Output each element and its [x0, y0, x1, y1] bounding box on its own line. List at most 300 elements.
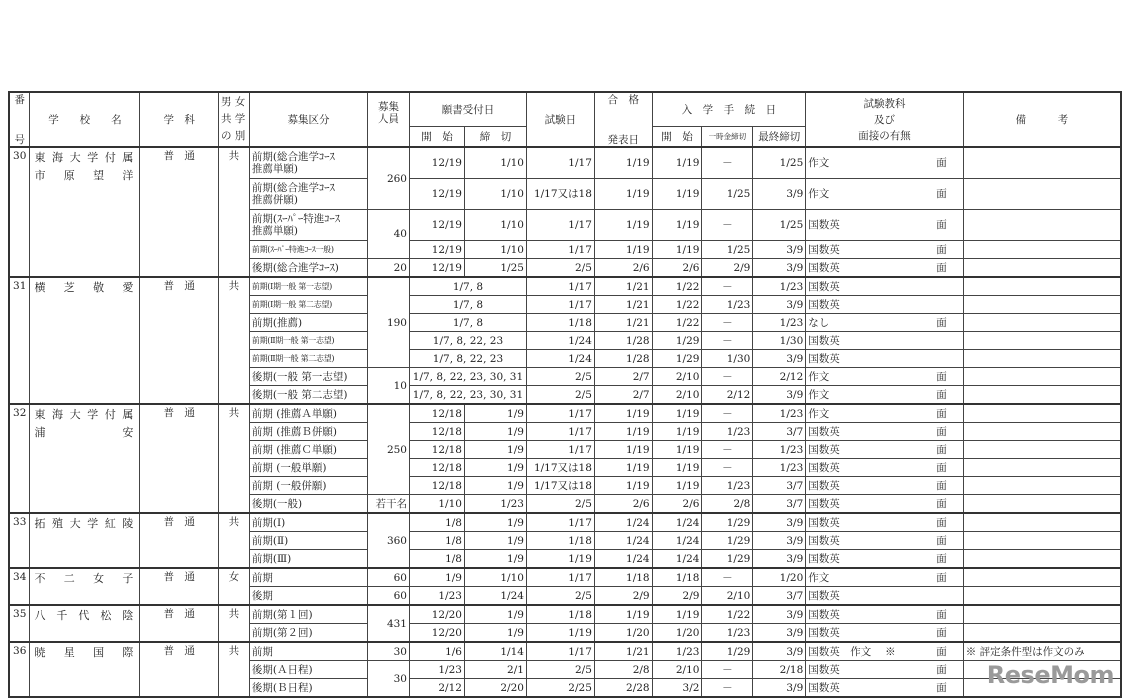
subjects [806, 532, 964, 550]
procedure-final-deadline: 3/7 [753, 587, 806, 606]
header-department: 学 科 [140, 92, 219, 147]
subjects [806, 642, 964, 661]
procedure-start: 1/19 [652, 210, 702, 241]
category: 前期 (推薦Ｃ単願) [249, 441, 367, 459]
header-proc-temp: 一時金締切 [702, 127, 753, 148]
application-start: 12/18 [409, 423, 464, 441]
category: 後期(一般) [249, 495, 367, 514]
subjects [806, 314, 964, 332]
subjects-text: 国数英 [808, 663, 840, 676]
procedure-final-deadline: 3/9 [753, 605, 806, 624]
subjects [806, 332, 964, 350]
subjects-text: 国数英 [808, 219, 840, 231]
school-number: 30 [9, 147, 30, 277]
school-number: 36 [9, 642, 30, 697]
subjects [806, 477, 964, 495]
capacity: 190 [368, 277, 410, 368]
capacity: 若干名 [368, 495, 410, 514]
exam-date: 2/5 [526, 661, 594, 679]
header-application: 願書受付日 [409, 92, 526, 127]
procedure-temp-deadline: 2/8 [702, 495, 753, 514]
category: 前期 (推薦Ａ単願) [249, 404, 367, 423]
procedure-final-deadline: 3/7 [753, 423, 806, 441]
procedure-start: 1/24 [652, 532, 702, 550]
result-date: 2/9 [594, 587, 652, 606]
application-start: 12/18 [409, 441, 464, 459]
table-row [9, 147, 1121, 179]
category: 前期(Ⅰ) [249, 513, 367, 532]
application-end: 1/9 [464, 441, 526, 459]
department: 普 通 [140, 404, 219, 513]
subjects-text: 国数英 [808, 589, 840, 602]
procedure-temp-deadline: 1/25 [702, 241, 753, 259]
result-date: 1/24 [594, 532, 652, 550]
exam-date: 2/5 [526, 587, 594, 606]
subjects-text: 作文 [808, 157, 830, 169]
procedure-start: 1/22 [652, 314, 702, 332]
subjects-wrap [808, 371, 961, 383]
procedure-temp-deadline: － [702, 568, 753, 587]
procedure-final-deadline: 3/9 [753, 296, 806, 314]
interview-mark: 面 [936, 370, 947, 383]
subjects-text: なし [808, 316, 830, 329]
result-date: 2/8 [594, 661, 652, 679]
category: 後期(一般 第二志望) [249, 386, 367, 405]
category: 後期(一般 第一志望) [249, 368, 367, 386]
application-end: 1/10 [464, 210, 526, 241]
interview-mark: 面 [936, 461, 947, 474]
remarks [963, 179, 1121, 210]
procedure-start: 1/23 [652, 642, 702, 661]
result-date: 1/24 [594, 513, 652, 532]
category: 後期(Ａ日程) [249, 661, 367, 679]
subjects [806, 241, 964, 259]
resemom-watermark-logo: ReseMom [986, 661, 1114, 689]
procedure-start: 1/19 [652, 441, 702, 459]
procedure-final-deadline: 3/9 [753, 179, 806, 210]
subjects-wrap [808, 517, 961, 529]
subjects-text: 国数英 [808, 298, 840, 311]
application-period: 1/7, 8, 22, 23, 30, 31 [409, 368, 526, 386]
school-name-line: 東海大学付属 [34, 151, 134, 164]
procedure-start: 1/19 [652, 459, 702, 477]
subjects-wrap [808, 646, 961, 658]
exam-date: 1/17 [526, 210, 594, 241]
procedure-temp-deadline: 1/22 [702, 605, 753, 624]
interview-mark: 面 [936, 645, 947, 658]
subjects-wrap [808, 498, 961, 510]
category: 前期(第１回) [249, 605, 367, 624]
subjects-wrap [808, 335, 961, 347]
subjects-text: 国数英 [808, 681, 840, 694]
capacity: 431 [368, 605, 410, 642]
procedure-final-deadline: 3/9 [753, 624, 806, 643]
interview-mark: 面 [936, 571, 947, 584]
application-end: 1/14 [464, 642, 526, 661]
subjects [806, 587, 964, 606]
capacity: 250 [368, 404, 410, 495]
capacity: 30 [368, 661, 410, 698]
application-end: 1/10 [464, 241, 526, 259]
subjects [806, 550, 964, 569]
remarks [963, 459, 1121, 477]
procedure-temp-deadline: 1/25 [702, 179, 753, 210]
interview-mark: 面 [936, 243, 947, 256]
procedure-start: 1/24 [652, 550, 702, 569]
subjects-wrap [808, 572, 961, 584]
category: 前期 (一般併願) [249, 477, 367, 495]
subjects [806, 568, 964, 587]
school-name [30, 568, 140, 605]
application-start: 12/19 [409, 210, 464, 241]
interview-mark: 面 [936, 608, 947, 621]
exam-date: 1/17 [526, 423, 594, 441]
result-date: 2/6 [594, 495, 652, 514]
remarks [963, 368, 1121, 386]
school-name-line: 横 芝 敬 愛 [34, 281, 134, 294]
result-date: 1/21 [594, 642, 652, 661]
table-row [9, 642, 1121, 661]
application-start: 1/23 [409, 587, 464, 606]
procedure-temp-deadline: － [702, 661, 753, 679]
procedure-final-deadline: 3/9 [753, 642, 806, 661]
school-name-line: 拓殖大学紅陵 [34, 517, 134, 530]
department: 普 通 [140, 642, 219, 697]
interview-mark: 面 [936, 219, 947, 231]
procedure-temp-deadline: 1/23 [702, 423, 753, 441]
capacity: 30 [368, 642, 410, 661]
capacity: 10 [368, 368, 410, 405]
subjects [806, 459, 964, 477]
result-date: 1/21 [594, 314, 652, 332]
procedure-temp-deadline: 1/29 [702, 532, 753, 550]
subjects-wrap [808, 408, 961, 420]
exam-date: 2/5 [526, 386, 594, 405]
gender-type: 共 [218, 147, 249, 277]
procedure-final-deadline: 2/18 [753, 661, 806, 679]
procedure-temp-deadline: 2/9 [702, 259, 753, 278]
result-date: 1/19 [594, 605, 652, 624]
exam-date: 1/17又は18 [526, 179, 594, 210]
procedure-start: 1/24 [652, 513, 702, 532]
subjects [806, 441, 964, 459]
exam-date: 1/24 [526, 350, 594, 368]
subjects-text: 国数英 [808, 334, 840, 347]
procedure-temp-deadline: 1/23 [702, 624, 753, 643]
subjects [806, 147, 964, 179]
procedure-temp-deadline: 1/23 [702, 477, 753, 495]
header-proc-start: 開 始 [652, 127, 702, 148]
header-app-end: 締 切 [464, 127, 526, 148]
remarks [963, 495, 1121, 514]
procedure-start: 2/6 [652, 259, 702, 278]
remarks [963, 550, 1121, 569]
subjects-wrap [808, 188, 961, 200]
exam-date: 1/17 [526, 513, 594, 532]
remarks [963, 624, 1121, 643]
procedure-start: 2/10 [652, 368, 702, 386]
procedure-final-deadline: 3/9 [753, 386, 806, 405]
subjects [806, 296, 964, 314]
application-end: 1/24 [464, 587, 526, 606]
category: 前期(ｽｰﾊﾟｰ特進ｺｰｽ 推薦単願) [249, 210, 367, 241]
application-start: 1/8 [409, 513, 464, 532]
exam-date: 1/17 [526, 404, 594, 423]
header-app-start: 開 始 [409, 127, 464, 148]
procedure-final-deadline: 1/23 [753, 441, 806, 459]
subjects-text: 国数英 [808, 516, 840, 529]
subjects-wrap [808, 553, 961, 565]
exam-date: 2/5 [526, 259, 594, 278]
application-start: 12/19 [409, 147, 464, 179]
remarks [963, 296, 1121, 314]
subjects-wrap [808, 426, 961, 438]
procedure-start: 1/29 [652, 332, 702, 350]
application-start: 12/19 [409, 179, 464, 210]
subjects-text: 国数英 [808, 443, 840, 456]
subjects [806, 350, 964, 368]
header-result-top: 合 格 [607, 93, 639, 106]
result-date: 2/6 [594, 259, 652, 278]
application-end: 1/9 [464, 532, 526, 550]
header-gender [218, 92, 249, 147]
procedure-start: 1/29 [652, 350, 702, 368]
remarks [963, 241, 1121, 259]
application-period: 1/7, 8 [409, 277, 526, 296]
application-start: 12/20 [409, 624, 464, 643]
procedure-final-deadline: 3/9 [753, 350, 806, 368]
procedure-final-deadline: 3/9 [753, 259, 806, 278]
category: 前期(Ⅰ期一般 第二志望) [249, 296, 367, 314]
school-name-line: 不 二 女 子 [34, 572, 134, 585]
procedure-final-deadline: 3/9 [753, 513, 806, 532]
procedure-final-deadline: 3/9 [753, 532, 806, 550]
application-start: 12/18 [409, 477, 464, 495]
subjects [806, 679, 964, 698]
school-number: 34 [9, 568, 30, 605]
result-date: 1/28 [594, 332, 652, 350]
application-start: 1/9 [409, 568, 464, 587]
category: 後期(Ｂ日程) [249, 679, 367, 698]
department: 普 通 [140, 147, 219, 277]
subjects-text: 国数英 [808, 552, 840, 565]
subjects-text: 国数英 [808, 352, 840, 365]
interview-mark: 面 [936, 626, 947, 639]
interview-mark: 面 [936, 388, 947, 401]
remarks [963, 568, 1121, 587]
exam-date: 1/17又は18 [526, 477, 594, 495]
procedure-final-deadline: 1/30 [753, 332, 806, 350]
subjects-text: 作文 [808, 388, 830, 401]
header-procedure: 入 学 手 続 日 [652, 92, 806, 127]
interview-mark: 面 [936, 663, 947, 676]
application-end: 1/9 [464, 513, 526, 532]
subjects-wrap [808, 535, 961, 547]
subjects [806, 404, 964, 423]
category: 前期(Ⅱ期一般 第二志望) [249, 350, 367, 368]
category: 後期 [249, 587, 367, 606]
table-row [9, 513, 1121, 532]
result-date: 1/28 [594, 350, 652, 368]
procedure-final-deadline: 3/9 [753, 241, 806, 259]
gender-type: 共 [218, 513, 249, 568]
header-gender-l1: 男 女 [220, 96, 246, 108]
procedure-start: 1/22 [652, 277, 702, 296]
subjects-text: 国数英 [808, 608, 840, 621]
remarks [963, 332, 1121, 350]
subjects [806, 277, 964, 296]
procedure-temp-deadline: 1/29 [702, 642, 753, 661]
exam-date: 1/17 [526, 642, 594, 661]
remarks [963, 587, 1121, 606]
category: 前期(総合進学ｺｰｽ 推薦単願) [249, 147, 367, 179]
gender-type: 女 [218, 568, 249, 605]
procedure-start: 2/9 [652, 587, 702, 606]
subjects-wrap [808, 627, 961, 639]
exam-date: 1/18 [526, 314, 594, 332]
exam-date: 1/17 [526, 277, 594, 296]
result-date: 1/20 [594, 624, 652, 643]
department: 普 通 [140, 605, 219, 642]
school-name-line: 浦 安 [34, 426, 134, 439]
department: 普 通 [140, 277, 219, 404]
subjects-text: 国数英 [808, 461, 840, 474]
header-exam-date: 試験日 [526, 92, 594, 147]
capacity: 60 [368, 568, 410, 587]
procedure-temp-deadline: － [702, 679, 753, 698]
procedure-final-deadline: 3/9 [753, 679, 806, 698]
remarks [963, 441, 1121, 459]
header-subjects-l2: 及び [874, 113, 896, 126]
subjects-text: 国数英 [808, 534, 840, 547]
interview-mark: 面 [936, 261, 947, 274]
interview-mark: 面 [936, 443, 947, 456]
remarks [963, 277, 1121, 296]
procedure-temp-deadline: 1/29 [702, 513, 753, 532]
subjects-wrap [808, 353, 961, 365]
subjects [806, 605, 964, 624]
application-start: 12/18 [409, 459, 464, 477]
interview-mark: 面 [936, 516, 947, 529]
subjects-wrap [808, 281, 961, 293]
procedure-temp-deadline: 1/29 [702, 550, 753, 569]
result-date: 1/19 [594, 423, 652, 441]
table-body [9, 147, 1121, 697]
remarks [963, 386, 1121, 405]
result-date: 1/19 [594, 179, 652, 210]
application-start: 1/10 [409, 495, 464, 514]
exam-date: 1/19 [526, 624, 594, 643]
subjects [806, 210, 964, 241]
subjects-wrap [808, 444, 961, 456]
application-start: 12/19 [409, 241, 464, 259]
category: 後期(総合進学ｺｰｽ) [249, 259, 367, 278]
exam-date: 1/17 [526, 241, 594, 259]
subjects-text: 国数英 作文 ※ [808, 645, 896, 658]
exam-date: 2/5 [526, 495, 594, 514]
procedure-temp-deadline: － [702, 277, 753, 296]
application-start: 12/20 [409, 605, 464, 624]
remarks: ※ 評定条件型は作文のみ [963, 642, 1121, 661]
department: 普 通 [140, 568, 219, 605]
procedure-final-deadline: 1/23 [753, 314, 806, 332]
remarks [963, 147, 1121, 179]
application-period: 1/7, 8, 22, 23 [409, 332, 526, 350]
procedure-temp-deadline: 1/30 [702, 350, 753, 368]
procedure-temp-deadline: － [702, 332, 753, 350]
category: 前期(Ⅱ期一般 第一志望) [249, 332, 367, 350]
procedure-start: 1/20 [652, 624, 702, 643]
remarks [963, 259, 1121, 278]
application-end: 1/9 [464, 404, 526, 423]
application-period: 1/7, 8 [409, 314, 526, 332]
remarks [963, 605, 1121, 624]
result-date: 1/19 [594, 210, 652, 241]
result-date: 1/19 [594, 147, 652, 179]
remarks [963, 314, 1121, 332]
procedure-final-deadline: 1/23 [753, 459, 806, 477]
exam-date: 1/18 [526, 605, 594, 624]
exam-date: 1/17 [526, 441, 594, 459]
school-name [30, 642, 140, 697]
capacity: 360 [368, 513, 410, 568]
subjects-wrap [808, 262, 961, 274]
school-number: 33 [9, 513, 30, 568]
procedure-start: 2/10 [652, 661, 702, 679]
procedure-temp-deadline: － [702, 459, 753, 477]
subjects-wrap [808, 389, 961, 401]
school-number: 31 [9, 277, 30, 404]
procedure-start: 1/19 [652, 423, 702, 441]
subjects [806, 259, 964, 278]
school-number: 35 [9, 605, 30, 642]
subjects [806, 368, 964, 386]
subjects [806, 624, 964, 643]
exam-date: 1/18 [526, 532, 594, 550]
remarks [963, 513, 1121, 532]
school-name-line: 市原望洋 [34, 169, 134, 182]
subjects-text: 国数英 [808, 626, 840, 639]
procedure-start: 2/10 [652, 386, 702, 405]
exam-date: 1/19 [526, 550, 594, 569]
table-row [9, 605, 1121, 624]
application-end: 1/10 [464, 179, 526, 210]
subjects-text: 作文 [808, 370, 830, 383]
application-end: 1/10 [464, 147, 526, 179]
remarks [963, 532, 1121, 550]
subjects-wrap [808, 219, 961, 231]
interview-mark: 面 [936, 425, 947, 438]
subjects-text: 作文 [808, 188, 830, 200]
procedure-final-deadline: 1/23 [753, 277, 806, 296]
application-start: 2/12 [409, 679, 464, 698]
remarks [963, 350, 1121, 368]
subjects-text: 国数英 [808, 261, 840, 274]
category: 前期(Ⅰ期一般 第一志望) [249, 277, 367, 296]
capacity: 60 [368, 587, 410, 606]
interview-mark: 面 [936, 188, 947, 200]
category: 前期 [249, 568, 367, 587]
header-subjects-l1: 試験教科 [863, 97, 906, 110]
school-name [30, 404, 140, 513]
procedure-temp-deadline: 1/23 [702, 296, 753, 314]
interview-mark: 面 [936, 316, 947, 329]
category: 前期(第２回) [249, 624, 367, 643]
subjects-text: 国数英 [808, 479, 840, 492]
gender-type: 共 [218, 277, 249, 404]
procedure-final-deadline: 3/7 [753, 495, 806, 514]
gender-type: 共 [218, 404, 249, 513]
